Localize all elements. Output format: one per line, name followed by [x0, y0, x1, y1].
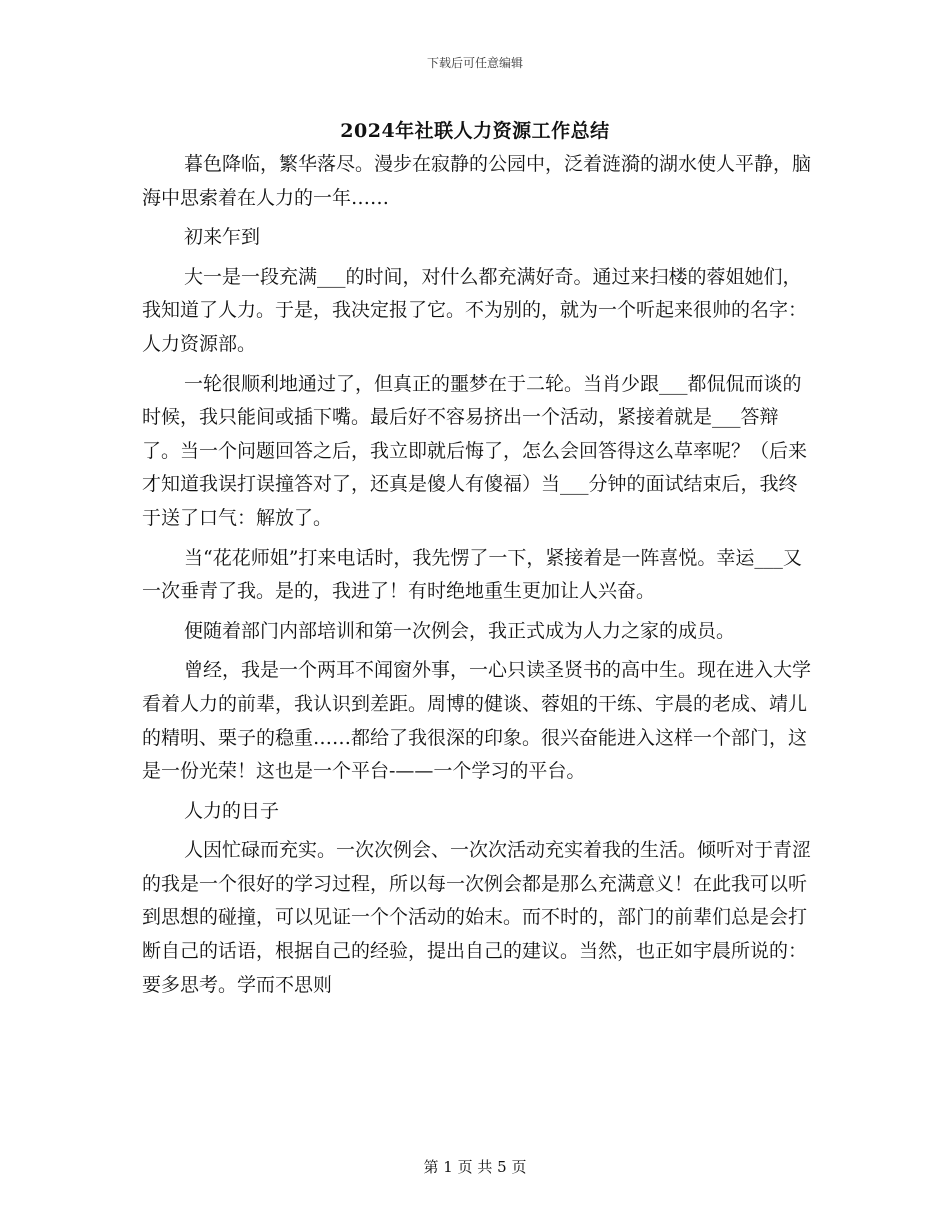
document-body: [142, 148, 814, 1008]
document-title: 2024年社联人力资源工作总结: [340, 120, 610, 142]
header-note: 下载后可任意编辑: [426, 56, 523, 70]
paragraph-interview: 一轮很顺利地通过了，但真正的噩梦在于二轮。当肖少跟___都侃侃而谈的时候，我只能间或插下嘴。最后好不容易挤出一个活动，紧接着就是___答辩了。当一个问题回答之后，我立即就后悔了，怎么会回答得这么草率呢？（后来才知道我误打误撞答对了，还真是傻人有傻福）当___分钟的面试结束后，我终于送了口气：解放了。: [142, 372, 808, 529]
paragraph-phone-call: 当“花花师姐”打来电话时，我先愣了一下，紧接着是一阵喜悦。幸运___又一次垂青了我。是的，我进了！有时绝地重生更加让人兴奋。: [142, 546, 802, 603]
paragraph-intro: 暮色降临，繁华落尽。漫步在寂静的公园中，泛着涟漪的湖水使人平静，脑海中思索着在人力的一年……: [142, 153, 812, 209]
page-number: 第 1 页 共 5 页: [423, 1158, 527, 1176]
section-heading-first-arrival: 初来乍到: [184, 226, 261, 249]
paragraph-joining: 大一是一段充满___的时间，对什么都充满好奇。通过来扫楼的蓉姐她们，我知道了人力。于是，我决定报了它。不为别的，就为一个听起来很帅的名字：人力资源部。: [142, 265, 808, 355]
paragraph-training: 便随着部门内部培训和第一次例会，我正式成为人力之家的成员。: [184, 619, 736, 642]
section-heading-days: 人力的日子: [184, 799, 280, 822]
paragraph-busy-life: 人因忙碌而充实。一次次例会、一次次活动充实着我的生活。倾听对于青涩的我是一个很好的学习过程，所以每一次例会都是那么充满意义！在此我可以听到思想的碰撞，可以见证一个个活动的始末。而不时的，部门的前辈们总是会打断自己的话语，根据自己的经验，提出自己的建议。当然，也正如宇晨所说的：要多思考。学而不思则: [142, 839, 812, 996]
paragraph-reflection: 曾经，我是一个两耳不闻窗外事，一心只读圣贤书的高中生。现在进入大学看着人力的前辈，我认识到差距。周博的健谈、蓉姐的干练、宇晨的老成、靖儿的精明、栗子的稳重……都给了我很深的印象。很兴奋能进入这样一个部门，这是一份光荣！这也是一个平台-——一个学习的平台。: [142, 659, 812, 783]
